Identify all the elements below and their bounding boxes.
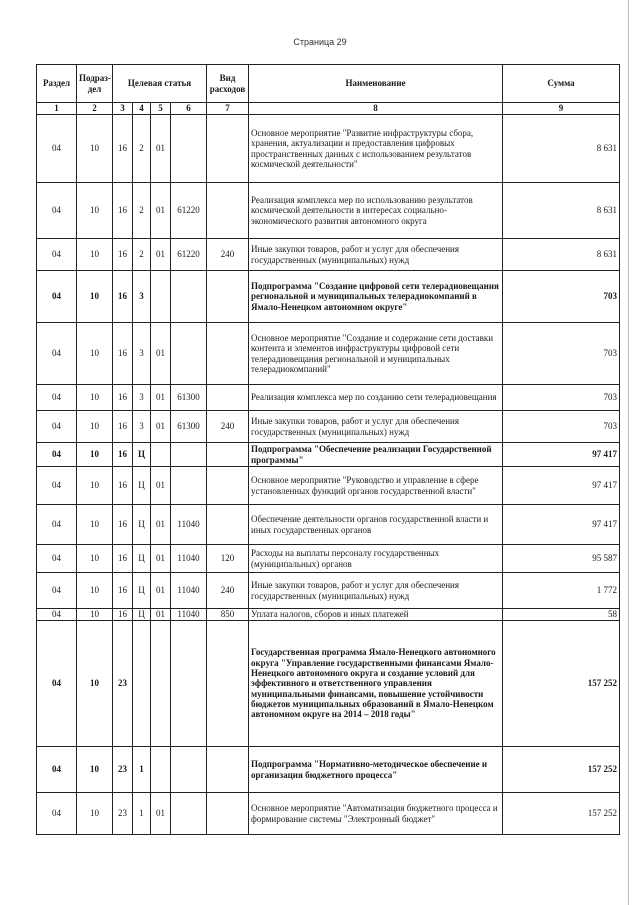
direction-cell (171, 115, 207, 183)
expense-type-cell: 850 (207, 609, 249, 621)
name-cell: Расходы на выплаты персоналу государственных (муниципальных) органов (249, 545, 503, 573)
podrazdel-cell: 10 (77, 621, 113, 747)
name-cell: Иные закупки товаров, работ и услуг для обеспечения государственных (муниципальных) нужд (249, 239, 503, 271)
podrazdel-cell: 10 (77, 573, 113, 609)
program-cell: 16 (113, 115, 133, 183)
sum-cell: 703 (503, 323, 620, 385)
expense-type-cell (207, 621, 249, 747)
program-cell: 16 (113, 443, 133, 467)
sum-cell: 97 417 (503, 443, 620, 467)
podrazdel-cell: 10 (77, 793, 113, 835)
table-row (37, 793, 620, 835)
table-row (37, 411, 620, 443)
name-cell: Подпрограмма "Создание цифровой сети телерадиовещания региональной и муниципальных телерадиокомпаний в Ямало-Ненецком автономном округе" (249, 271, 503, 323)
direction-cell: 61220 (171, 239, 207, 271)
razdel-cell: 04 (37, 621, 77, 747)
name-cell: Подпрограмма "Нормативно-методическое обеспечение и организация бюджетного процесса" (249, 747, 503, 793)
table-row (37, 385, 620, 411)
podrazdel-cell: 10 (77, 115, 113, 183)
razdel-cell: 04 (37, 239, 77, 271)
razdel-cell: 04 (37, 467, 77, 505)
event-cell: 01 (151, 793, 171, 835)
subprogram-cell: 3 (133, 385, 151, 411)
event-cell (151, 747, 171, 793)
name-cell: Обеспечение деятельности органов государственной власти и иных государственных органов (249, 505, 503, 545)
col-number: 5 (151, 103, 171, 115)
table-row (37, 271, 620, 323)
event-cell: 01 (151, 183, 171, 239)
expense-type-cell: 240 (207, 411, 249, 443)
event-cell: 01 (151, 573, 171, 609)
col-header-tselevaya: Целевая статья (113, 65, 207, 103)
col-header-name: Наименование (249, 65, 503, 103)
razdel-cell: 04 (37, 505, 77, 545)
col-header-sum: Сумма (503, 65, 620, 103)
table-row (37, 573, 620, 609)
name-cell: Основное мероприятие "Развитие инфраструктуры сбора, хранения, актуализации и предоставления цифровых пространственных данных с использованием результатов космической деятельности" (249, 115, 503, 183)
subprogram-cell: Ц (133, 467, 151, 505)
sum-cell: 703 (503, 271, 620, 323)
expense-type-cell (207, 467, 249, 505)
razdel-cell: 04 (37, 793, 77, 835)
col-number: 9 (503, 103, 620, 115)
table-row (37, 115, 620, 183)
table-row (37, 747, 620, 793)
program-cell: 16 (113, 545, 133, 573)
col-number: 4 (133, 103, 151, 115)
name-cell: Иные закупки товаров, работ и услуг для обеспечения государственных (муниципальных) нужд (249, 573, 503, 609)
subprogram-cell: 3 (133, 411, 151, 443)
name-cell: Реализация комплекса мер по созданию сети телерадиовещания (249, 385, 503, 411)
podrazdel-cell: 10 (77, 239, 113, 271)
program-cell: 16 (113, 239, 133, 271)
event-cell: 01 (151, 323, 171, 385)
col-header-podrazdel: Подраз- дел (77, 65, 113, 103)
expense-type-cell (207, 271, 249, 323)
name-cell: Иные закупки товаров, работ и услуг для обеспечения государственных (муниципальных) нужд (249, 411, 503, 443)
subprogram-cell: Ц (133, 443, 151, 467)
program-cell: 16 (113, 323, 133, 385)
direction-cell (171, 467, 207, 505)
name-cell: Основное мероприятие "Создание и содержание сети доставки контента и элементов инфраструктуры цифровой сети телерадиовещания региональной и муниципальных телерадиокомпаний" (249, 323, 503, 385)
podrazdel-cell: 10 (77, 323, 113, 385)
sum-cell: 1 772 (503, 573, 620, 609)
razdel-cell: 04 (37, 115, 77, 183)
table-row (37, 183, 620, 239)
sum-cell: 8 631 (503, 115, 620, 183)
direction-cell (171, 323, 207, 385)
program-cell: 16 (113, 573, 133, 609)
program-cell: 23 (113, 747, 133, 793)
budget-table (36, 64, 620, 835)
sum-cell: 157 252 (503, 621, 620, 747)
expense-type-cell: 240 (207, 573, 249, 609)
program-cell: 16 (113, 385, 133, 411)
sum-cell: 157 252 (503, 793, 620, 835)
subprogram-cell: Ц (133, 505, 151, 545)
expense-type-cell: 240 (207, 239, 249, 271)
table-row (37, 609, 620, 621)
name-cell: Уплата налогов, сборов и иных платежей (249, 609, 503, 621)
razdel-cell: 04 (37, 747, 77, 793)
subprogram-cell: Ц (133, 573, 151, 609)
sum-cell: 703 (503, 385, 620, 411)
event-cell: 01 (151, 385, 171, 411)
razdel-cell: 04 (37, 609, 77, 621)
podrazdel-cell: 10 (77, 505, 113, 545)
col-number: 6 (171, 103, 207, 115)
program-cell: 16 (113, 183, 133, 239)
podrazdel-cell: 10 (77, 467, 113, 505)
podrazdel-cell: 10 (77, 443, 113, 467)
expense-type-cell (207, 385, 249, 411)
program-cell: 16 (113, 609, 133, 621)
razdel-cell: 04 (37, 385, 77, 411)
col-header-razdel: Раздел (37, 65, 77, 103)
col-number: 7 (207, 103, 249, 115)
expense-type-cell (207, 747, 249, 793)
event-cell: 01 (151, 467, 171, 505)
expense-type-cell (207, 505, 249, 545)
table-row (37, 443, 620, 467)
subprogram-cell: Ц (133, 545, 151, 573)
direction-cell (171, 621, 207, 747)
name-cell: Основное мероприятие "Автоматизация бюджетного процесса и формирование системы "Электронный бюджет" (249, 793, 503, 835)
direction-cell: 11040 (171, 609, 207, 621)
program-cell: 16 (113, 411, 133, 443)
razdel-cell: 04 (37, 443, 77, 467)
subprogram-cell: 2 (133, 115, 151, 183)
razdel-cell: 04 (37, 545, 77, 573)
direction-cell (171, 747, 207, 793)
sum-cell: 8 631 (503, 183, 620, 239)
subprogram-cell: Ц (133, 609, 151, 621)
table-row (37, 467, 620, 505)
direction-cell: 11040 (171, 573, 207, 609)
expense-type-cell (207, 793, 249, 835)
column-number-row (37, 103, 620, 115)
subprogram-cell: 1 (133, 793, 151, 835)
program-cell: 23 (113, 621, 133, 747)
page-header: Страница 29 (293, 37, 347, 47)
podrazdel-cell: 10 (77, 411, 113, 443)
direction-cell (171, 793, 207, 835)
razdel-cell: 04 (37, 573, 77, 609)
event-cell: 01 (151, 239, 171, 271)
subprogram-cell: 2 (133, 239, 151, 271)
table-row (37, 621, 620, 747)
podrazdel-cell: 10 (77, 385, 113, 411)
expense-type-cell (207, 115, 249, 183)
page-edge-line (628, 0, 629, 905)
expense-type-cell (207, 443, 249, 467)
expense-type-cell (207, 183, 249, 239)
sum-cell: 97 417 (503, 467, 620, 505)
table-row (37, 505, 620, 545)
expense-type-cell: 120 (207, 545, 249, 573)
col-header-vid: Вид расходов (207, 65, 249, 103)
table-row (37, 545, 620, 573)
col-number: 3 (113, 103, 133, 115)
subprogram-cell: 1 (133, 747, 151, 793)
podrazdel-cell: 10 (77, 609, 113, 621)
sum-cell: 703 (503, 411, 620, 443)
name-cell: Основное мероприятие "Руководство и управление в сфере установленных функций органов государственной власти" (249, 467, 503, 505)
direction-cell: 11040 (171, 545, 207, 573)
direction-cell: 61300 (171, 385, 207, 411)
direction-cell (171, 271, 207, 323)
podrazdel-cell: 10 (77, 271, 113, 323)
sum-cell: 58 (503, 609, 620, 621)
razdel-cell: 04 (37, 271, 77, 323)
direction-cell (171, 443, 207, 467)
direction-cell: 61300 (171, 411, 207, 443)
sum-cell: 95 587 (503, 545, 620, 573)
col-number: 8 (249, 103, 503, 115)
event-cell (151, 443, 171, 467)
direction-cell: 61220 (171, 183, 207, 239)
expense-type-cell (207, 323, 249, 385)
subprogram-cell: 3 (133, 323, 151, 385)
program-cell: 23 (113, 793, 133, 835)
event-cell: 01 (151, 505, 171, 545)
name-cell: Государственная программа Ямало-Ненецкого автономного округа "Управление государственными финансами Ямало-Ненецкого автономного округа и создание условий для эффективного и ответственного управления муниципальными финансами, повышение устойчивости бюджетов муниципальных образований в Ямало-Ненецком автономном округе на 2014 – 2018 годы" (249, 621, 503, 747)
podrazdel-cell: 10 (77, 545, 113, 573)
razdel-cell: 04 (37, 411, 77, 443)
program-cell: 16 (113, 505, 133, 545)
sum-cell: 8 631 (503, 239, 620, 271)
col-number: 2 (77, 103, 113, 115)
direction-cell: 11040 (171, 505, 207, 545)
table-row (37, 239, 620, 271)
program-cell: 16 (113, 271, 133, 323)
event-cell: 01 (151, 609, 171, 621)
event-cell: 01 (151, 411, 171, 443)
program-cell: 16 (113, 467, 133, 505)
subprogram-cell (133, 621, 151, 747)
subprogram-cell: 2 (133, 183, 151, 239)
table-row (37, 323, 620, 385)
name-cell: Реализация комплекса мер по использованию результатов космической деятельности в интересах социально-экономического развития автономного округа (249, 183, 503, 239)
razdel-cell: 04 (37, 323, 77, 385)
podrazdel-cell: 10 (77, 183, 113, 239)
col-number: 1 (37, 103, 77, 115)
razdel-cell: 04 (37, 183, 77, 239)
event-cell (151, 621, 171, 747)
name-cell: Подпрограмма "Обеспечение реализации Государственной программы" (249, 443, 503, 467)
sum-cell: 97 417 (503, 505, 620, 545)
podrazdel-cell: 10 (77, 747, 113, 793)
event-cell (151, 271, 171, 323)
event-cell: 01 (151, 545, 171, 573)
event-cell: 01 (151, 115, 171, 183)
subprogram-cell: 3 (133, 271, 151, 323)
sum-cell: 157 252 (503, 747, 620, 793)
